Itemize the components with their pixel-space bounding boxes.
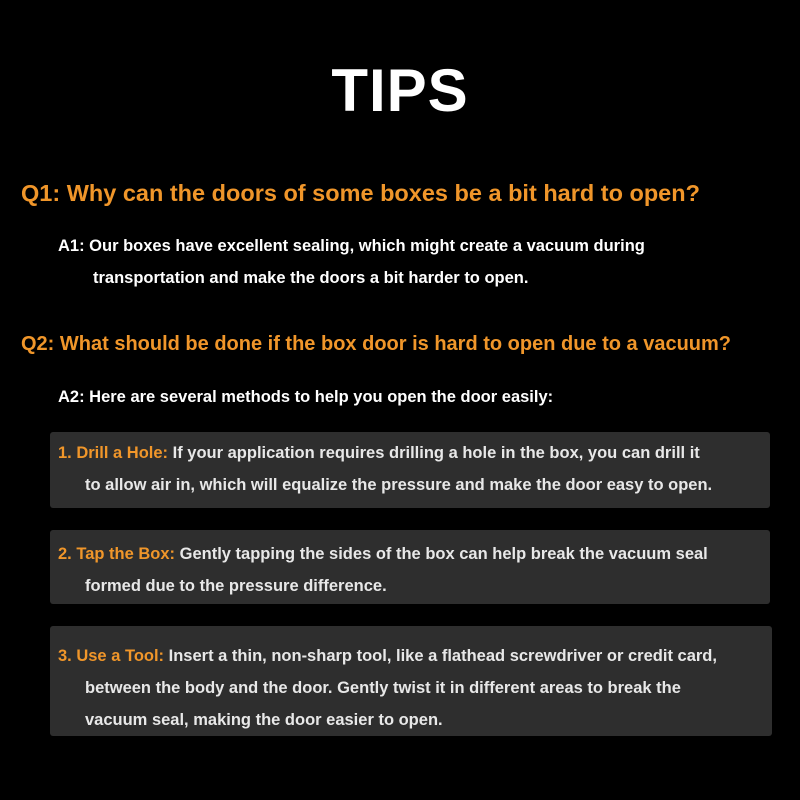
method-1-heading: 1. Drill a Hole: bbox=[58, 444, 169, 462]
method-3-line-1 bbox=[58, 640, 717, 672]
answer-1 bbox=[58, 230, 758, 294]
answer-1-line-2: transportation and make the doors a bit harder to open. bbox=[93, 269, 529, 287]
method-2-line-2: formed due to the pressure difference. bbox=[85, 577, 387, 595]
method-card-drill-hole bbox=[50, 432, 770, 508]
method-3-text: Insert a thin, non-sharp tool, like a flathead screwdriver or credit card, bbox=[164, 647, 717, 665]
method-3-heading: 3. Use a Tool: bbox=[58, 647, 165, 665]
method-1-text: If your application requires drilling a hole in the box, you can drill it bbox=[168, 444, 700, 462]
method-3-line-3: vacuum seal, making the door easier to open. bbox=[85, 711, 443, 729]
method-2-text: Gently tapping the sides of the box can help break the vacuum seal bbox=[175, 545, 708, 563]
method-card-use-tool bbox=[50, 626, 772, 736]
question-1: Q1: Why can the doors of some boxes be a bit hard to open? bbox=[21, 180, 700, 206]
answer-2-intro: A2: Here are several methods to help you open the door easily: bbox=[58, 388, 554, 406]
question-2: Q2: What should be done if the box door is hard to open due to a vacuum? bbox=[21, 333, 732, 355]
method-1-line-2: to allow air in, which will equalize the pressure and make the door easy to open. bbox=[85, 476, 713, 494]
answer-1-line-1: A1: Our boxes have excellent sealing, which might create a vacuum during bbox=[58, 237, 645, 255]
method-2-line-1 bbox=[58, 538, 708, 570]
method-card-tap-box bbox=[50, 530, 770, 604]
page-title: TIPS bbox=[331, 57, 469, 124]
method-3-line-2: between the body and the door. Gently twist it in different areas to break the bbox=[85, 679, 681, 697]
method-2-heading: 2. Tap the Box: bbox=[58, 545, 176, 563]
method-1-line-1 bbox=[58, 437, 712, 469]
